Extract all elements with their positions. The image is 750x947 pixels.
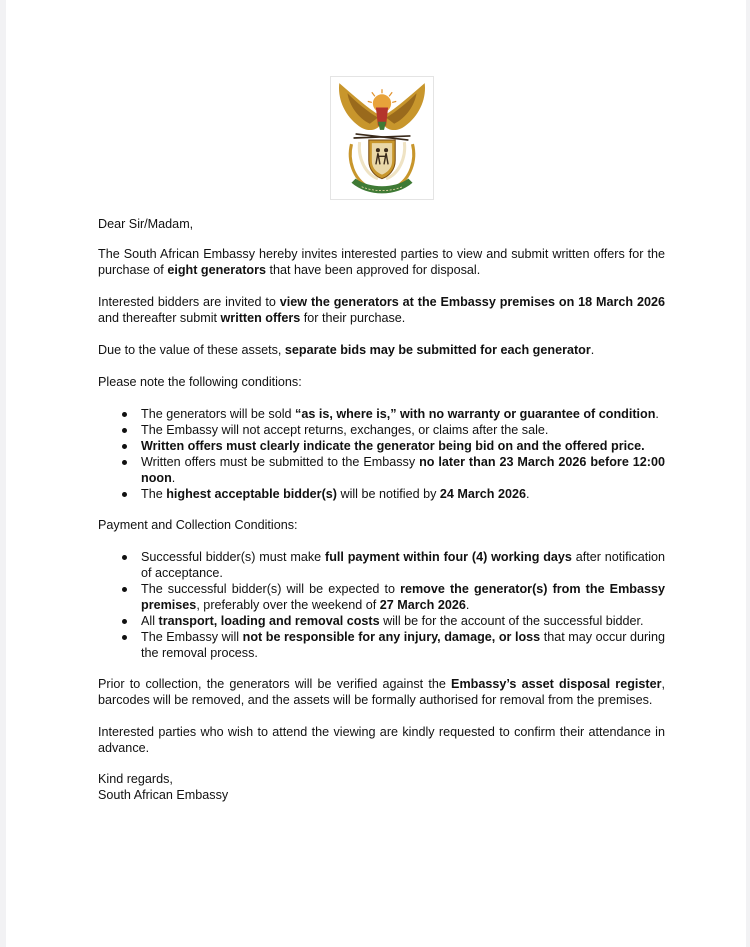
text-run: that have been approved for disposal. [265,263,481,277]
text-run: Written offers must be submitted to the Embassy [141,455,420,469]
bold-text: Written offers must clearly indicate the generator being bid on and the offered price. [141,439,645,453]
list-item [141,438,665,454]
signoff [98,772,665,803]
bold-text: view the generators at the Embassy premises on 18 March 2026 [279,295,665,309]
text-run: The generators will be sold [141,407,296,421]
list-item [141,613,665,629]
conditions-heading: Please note the following conditions: [98,375,302,389]
conditions-list [98,406,665,502]
text-run: The Embassy will [141,630,243,644]
text-run: after notification of acceptance. [141,550,665,580]
bold-text: 27 March 2026 [379,598,466,612]
text-run: The [141,487,167,501]
paragraph-attendance [98,724,665,756]
list-item [141,581,665,613]
text-run: . [526,487,530,501]
text-run: Due to the value of these assets, [98,343,285,357]
list-item [141,422,665,438]
text-run: and thereafter submit [98,311,221,325]
paragraph-separate-bids [98,342,665,358]
text-run: for their purchase. [300,311,406,325]
greeting: Dear Sir/Madam, [98,217,194,231]
text-run: , preferably over the weekend of [196,598,380,612]
text-run: Interested parties who wish to attend the viewing are kindly requested to confirm their attendance in advance. [98,725,665,755]
bold-text: “as is, where is,” with no warranty or guarantee of condition [295,407,656,421]
bold-text: Embassy’s asset disposal register [451,677,662,691]
list-item [141,629,665,661]
bold-text: no later than 23 March 2026 before 12:00 noon [141,455,665,485]
letter-body [98,216,665,803]
bold-text: 24 March 2026 [439,487,526,501]
text-run: The South African Embassy hereby invites interested parties to view and submit written offers for the purchase of [98,247,665,277]
bold-text: remove the generator(s) from the Embassy premises [141,582,665,612]
coat-of-arms-icon [330,76,434,200]
text-run: will be for the account of the successful bidder. [379,614,644,628]
signature: South African Embassy [98,787,229,802]
text-run: The Embassy will not accept returns, exchanges, or claims after the sale. [141,423,549,437]
closing: Kind regards, [98,772,173,786]
text-run: . [655,407,659,421]
text-run: that may occur during the removal process. [141,630,665,660]
text-run: Successful bidder(s) must make [141,550,326,564]
paragraph-verification [98,676,665,708]
text-run: . [465,598,470,612]
payment-heading: Payment and Collection Conditions: [98,518,298,532]
text-run: . [171,471,176,485]
bold-text: transport, loading and removal costs [158,614,380,628]
payment-list [98,549,665,661]
bold-text: separate bids may be submitted for each generator [284,343,591,357]
text-run: Prior to collection, the generators will be verified against the [98,677,452,691]
list-item [141,549,665,581]
bold-text: written offers [220,311,301,325]
list-item [141,406,665,422]
text-run: , barcodes will be removed, and the assets will be formally authorised for removal from the premises. [98,677,665,707]
bold-text: highest acceptable bidder(s) [166,487,337,501]
document-page [6,0,746,947]
paragraph-viewing [98,294,665,326]
list-item [141,486,665,502]
text-run: will be notified by [336,487,440,501]
paragraph-invitation [98,246,665,278]
text-run: . [590,343,595,357]
bold-text: not be responsible for any injury, damage, or loss [242,630,541,644]
bold-text: eight generators [167,263,266,277]
list-item [141,454,665,486]
bold-text: full payment within four (4) working days [325,550,572,564]
text-run: All [141,614,159,628]
text-run: Interested bidders are invited to [98,295,280,309]
text-run: The successful bidder(s) will be expected to [141,582,401,596]
